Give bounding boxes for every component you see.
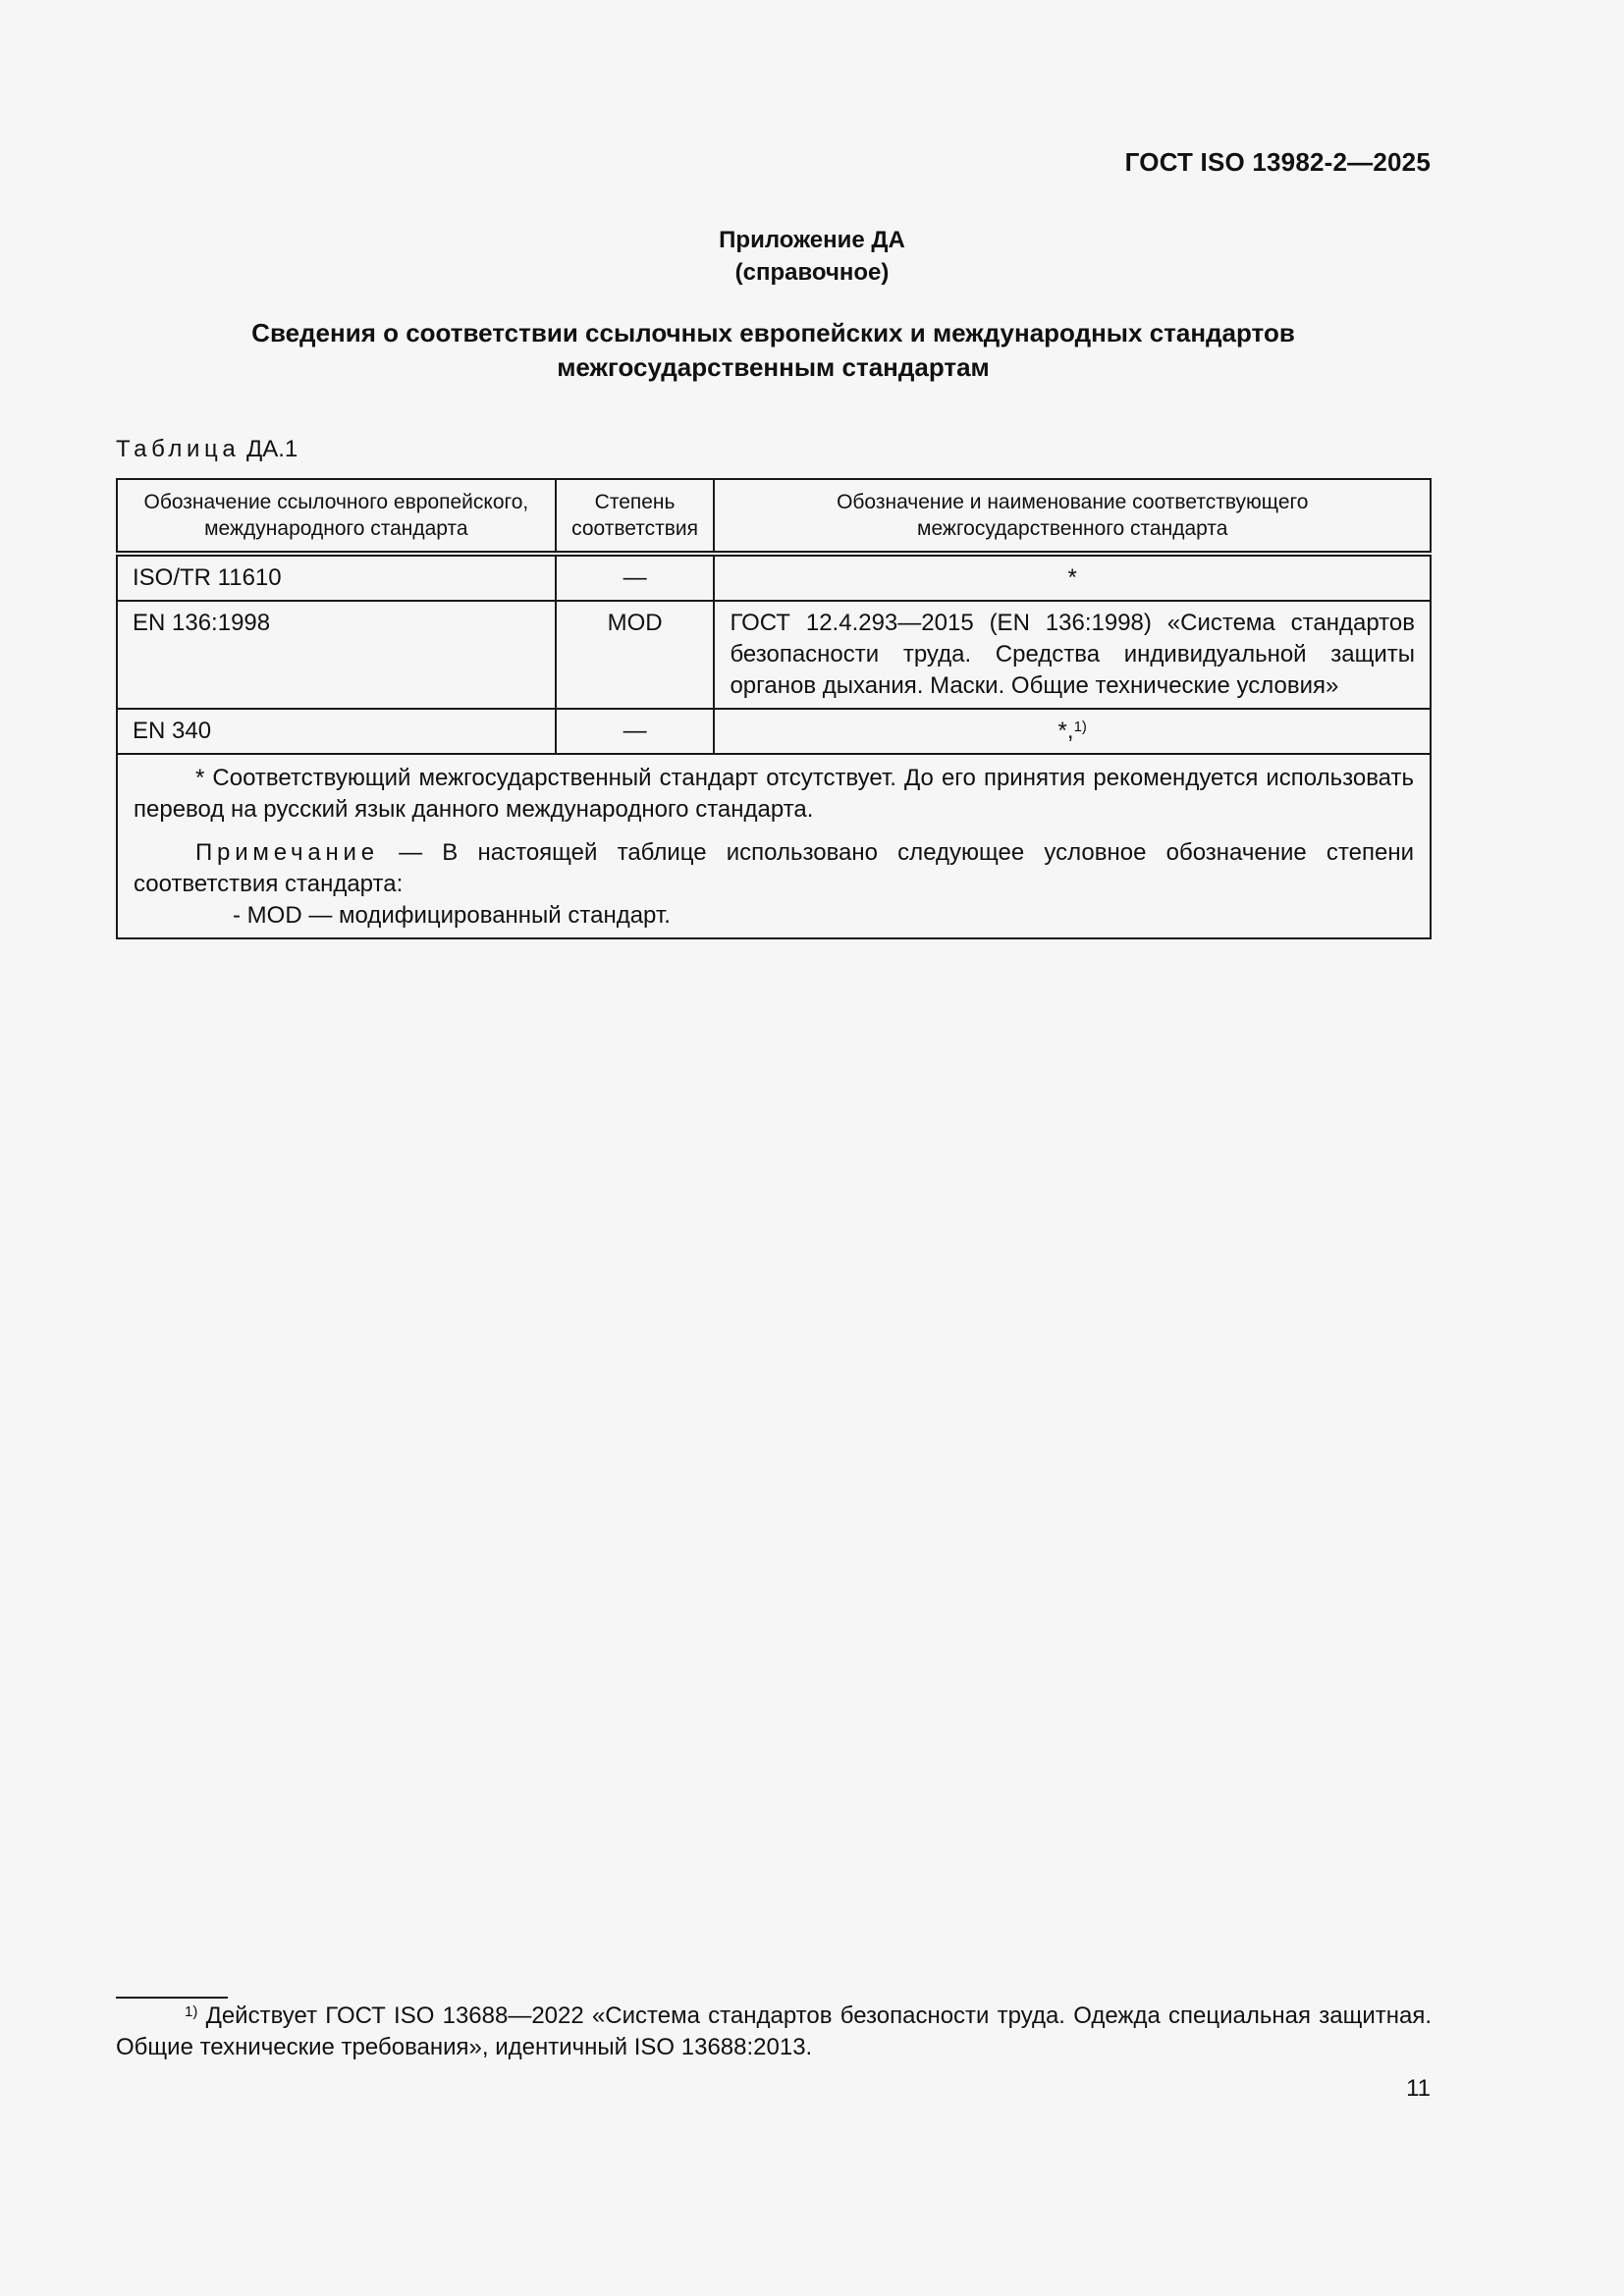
header-degree-line-1: Степень [594, 491, 676, 513]
cell-ref: ISO/TR 11610 [117, 554, 556, 601]
cell-degree: — [556, 554, 715, 601]
note-label: Примечание [195, 839, 379, 866]
annex-subtitle: (справочное) [734, 259, 890, 286]
table-notes-row [117, 754, 1431, 938]
cell-ref: EN 136:1998 [117, 601, 556, 709]
table-row [117, 554, 1431, 601]
table-caption-word: Таблица [116, 436, 241, 462]
footnote-reference: 1) [1073, 719, 1087, 735]
annex-title: Приложение ДА [719, 227, 905, 253]
table-caption [116, 436, 298, 463]
table-header-row [117, 479, 1431, 554]
annex-title-block [0, 224, 1624, 289]
cell-gost-text: * [1067, 564, 1077, 591]
cell-ref: EN 340 [117, 709, 556, 754]
asterisk-note: * Соответствующий межгосударственный стандарт отсутствует. До его принятия рекомендуется использовать перевод на русский язык данного международного стандарта. [134, 765, 1414, 823]
footnote [116, 2001, 1432, 2063]
note-text: — В настоящей таблице использовано следующее условное обозначение степени соответствия стандарта: [134, 839, 1414, 897]
cell-degree: — [556, 709, 715, 754]
header-gost-standard [714, 479, 1431, 554]
cell-gost [714, 709, 1431, 754]
header-gost-line-2: межгосударственного стандарта [917, 517, 1228, 540]
annex-heading-line-2: межгосударственным стандартам [557, 352, 990, 382]
table-note [134, 837, 1414, 900]
header-ref-standard [117, 479, 556, 554]
footnote-marker: 1) [185, 2003, 198, 2020]
header-ref-line-1: Обозначение ссылочного европейского, [143, 491, 529, 513]
note-item: - MOD — модифицированный стандарт. [233, 902, 671, 929]
header-ref-line-2: международного стандарта [204, 517, 468, 540]
correspondence-table [116, 478, 1432, 939]
table-row [117, 601, 1431, 709]
cell-gost-text: *, [1057, 718, 1074, 744]
document-code: ГОСТ ISO 13982-2—2025 [1124, 147, 1431, 177]
page-number: 11 [1406, 2075, 1431, 2102]
annex-heading [0, 316, 1546, 385]
cell-gost: ГОСТ 12.4.293—2015 (EN 136:1998) «Система стандартов безопасности труда. Средства индивидуальной защиты органов дыхания. Маски. Общие технические условия» [714, 601, 1431, 709]
table-row [117, 709, 1431, 754]
header-degree-line-2: соответствия [571, 517, 699, 540]
footnote-divider [116, 1997, 228, 1999]
table-caption-number: ДА.1 [245, 436, 298, 462]
annex-heading-line-1: Сведения о соответствии ссылочных европейских и международных стандартов [251, 318, 1295, 347]
header-degree [556, 479, 715, 554]
cell-degree: MOD [556, 601, 715, 709]
table-notes [117, 754, 1431, 938]
footnote-text: Действует ГОСТ ISO 13688—2022 «Система стандартов безопасности труда. Одежда специальная защитная. Общие технические требования», идентичный ISO 13688:2013. [116, 2002, 1432, 2060]
cell-gost [714, 554, 1431, 601]
header-gost-line-1: Обозначение и наименование соответствующего [837, 491, 1309, 513]
